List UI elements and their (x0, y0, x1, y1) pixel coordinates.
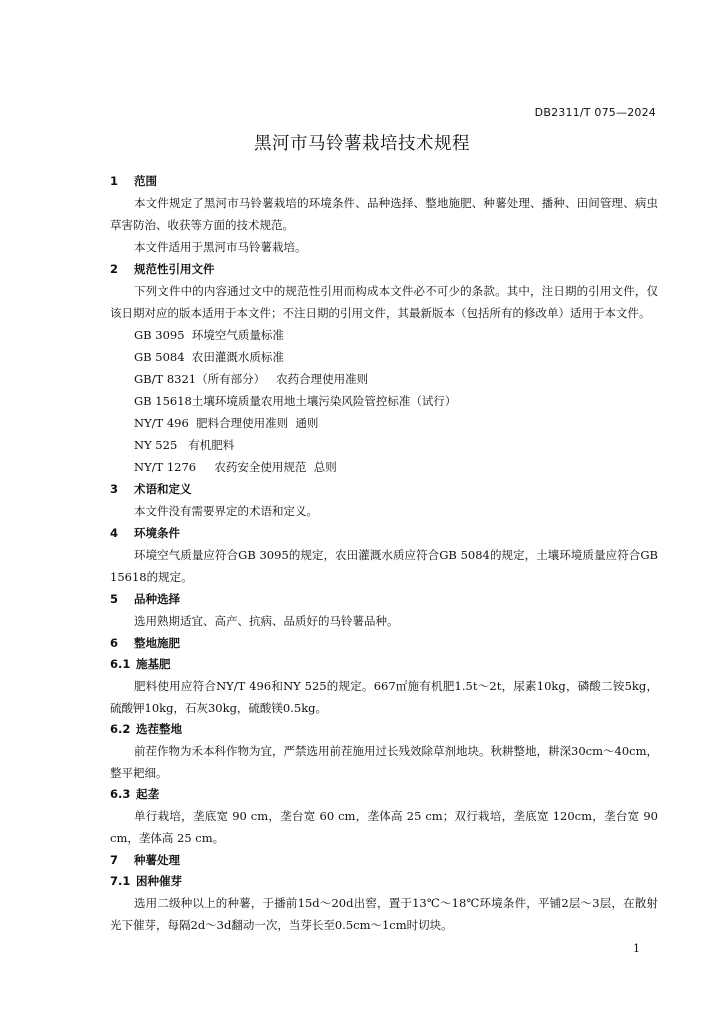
paragraph: 下列文件中的内容通过文中的规范性引用而构成本文件必不可少的条款。其中，注日期的引用文件，仅该日期对应的版本适用于本文件；不注日期的引用文件，其最新版本（包括所有的修改单）适用于本文件。 (110, 284, 658, 320)
reference-item: GB 15618土壤环境质量农用地土壤污染风险管控标准（试行） (134, 394, 457, 408)
paragraph: 肥料使用应符合NY/T 496和NY 525的规定。667㎡施有机肥1.5t～2t，尿素10kg，磷酸二铵5kg，硫酸钾10kg，石灰30kg，硫酸镁0.5kg。 (110, 679, 658, 715)
section-number: 3 (110, 482, 119, 496)
section-number: 6 (110, 636, 119, 650)
section-title: 种薯处理 (134, 853, 180, 867)
paragraph: 本文件适用于黑河市马铃薯栽培。 (134, 240, 307, 254)
reference-item: GB 3095 环境空气质量标准 (134, 328, 284, 342)
section-number: 7 (110, 853, 119, 867)
section-heading-3 (110, 478, 658, 500)
document-body (110, 170, 658, 936)
section-title: 环境条件 (134, 526, 180, 540)
section-number: 5 (110, 592, 119, 606)
paragraph: 本文件没有需要界定的术语和定义。 (134, 504, 318, 518)
document-number: DB2311/T 075—2024 (534, 106, 656, 119)
section-heading-6 (110, 632, 658, 654)
reference-item: NY/T 1276 农药安全使用规范 总则 (134, 460, 337, 474)
subsection-title: 困种催芽 (136, 874, 182, 888)
section-title: 术语和定义 (134, 482, 192, 496)
reference-item: GB 5084 农田灌溉水质标准 (134, 350, 284, 364)
paragraph: 选用熟期适宜、高产、抗病、品质好的马铃薯品种。 (134, 614, 399, 628)
section-title: 品种选择 (134, 592, 180, 606)
subsection-heading-6-2 (110, 719, 658, 740)
subsection-title: 施基肥 (136, 657, 171, 671)
section-title: 整地施肥 (134, 636, 180, 650)
subsection-number: 6.2 (110, 722, 131, 736)
subsection-heading-6-3 (110, 784, 658, 805)
document-title: 黑河市马铃薯栽培技术规程 (254, 134, 470, 154)
section-number: 2 (110, 262, 119, 276)
section-heading-7 (110, 849, 658, 871)
reference-item: NY/T 496 肥料合理使用准则 通则 (134, 416, 319, 430)
subsection-heading-7-1 (110, 871, 658, 892)
section-heading-4 (110, 522, 658, 544)
paragraph: 本文件规定了黑河市马铃薯栽培的环境条件、品种选择、整地施肥、种薯处理、播种、田间管理、病虫草害防治、收获等方面的技术规范。 (110, 196, 658, 232)
section-title: 规范性引用文件 (134, 262, 215, 276)
section-heading-2 (110, 258, 658, 280)
section-heading-5 (110, 588, 658, 610)
subsection-title: 选茬整地 (136, 722, 182, 736)
subsection-number: 6.1 (110, 657, 131, 671)
subsection-number: 6.3 (110, 787, 131, 801)
paragraph: 环境空气质量应符合GB 3095的规定，农田灌溉水质应符合GB 5084的规定，土壤环境质量应符合GB 15618的规定。 (110, 548, 658, 584)
reference-item: GB/T 8321（所有部分） 农药合理使用准则 (134, 372, 369, 386)
paragraph: 单行栽培，垄底宽 90 cm，垄台宽 60 cm，垄体高 25 cm；双行栽培，垄底宽 120cm，垄台宽 90 cm，垄体高 25 cm。 (110, 809, 658, 845)
page-number: 1 (633, 942, 640, 955)
section-number: 4 (110, 526, 119, 540)
reference-item: NY 525 有机肥料 (134, 438, 235, 452)
subsection-heading-6-1 (110, 654, 658, 675)
section-title: 范围 (134, 174, 157, 188)
section-heading-1 (110, 170, 658, 192)
paragraph: 选用二级种以上的种薯，于播前15d～20d出窖，置于13℃～18℃环境条件，平铺2层～3层，在散射光下催芽，每隔2d～3d翻动一次，当芽长至0.5cm～1cm时切块。 (110, 896, 658, 932)
subsection-title: 起垄 (136, 787, 159, 801)
section-number: 1 (110, 174, 119, 188)
subsection-number: 7.1 (110, 874, 131, 888)
paragraph: 前茬作物为禾本科作物为宜，严禁选用前茬施用过长残效除草剂地块。秋耕整地，耕深30cm～40cm，整平耙细。 (110, 744, 658, 780)
